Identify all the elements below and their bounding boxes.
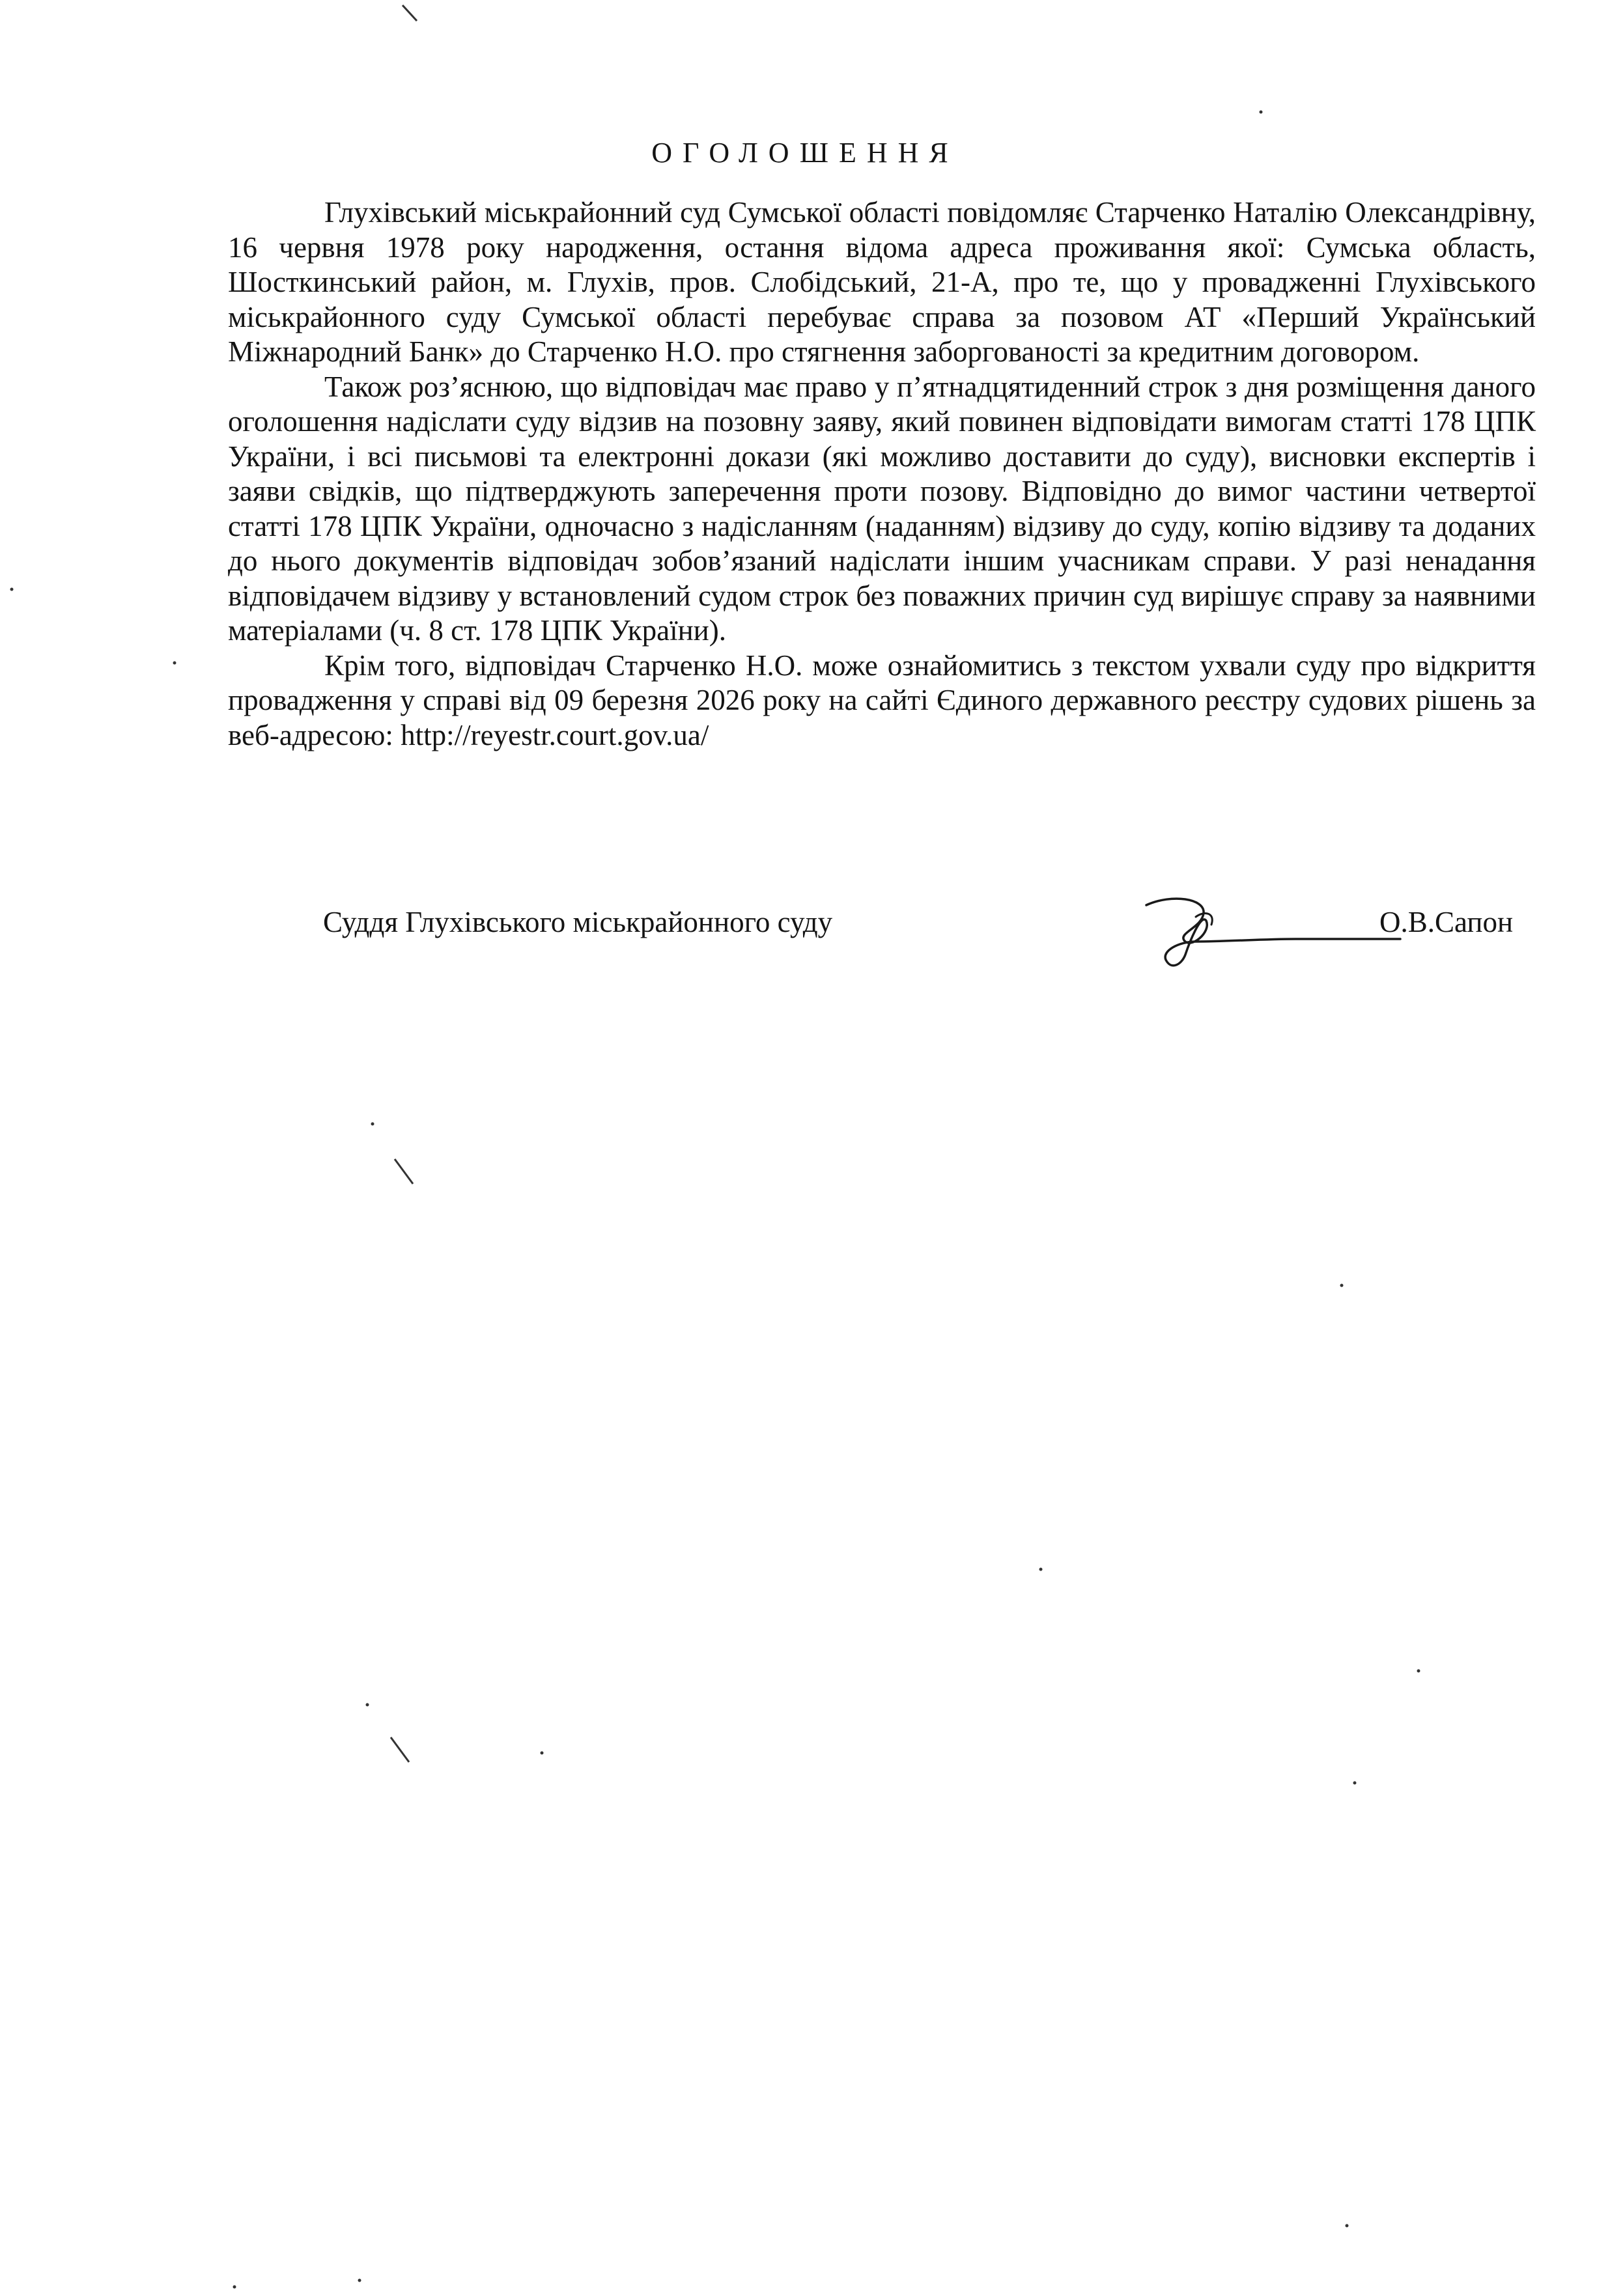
handwritten-signature [1133,887,1407,978]
signer-position: Суддя Глухівського міськрайонного суду [323,906,833,938]
paragraph-registry-link: Крім того, відповідач Старченко Н.О. може ознайомитись з текстом ухвали суду про відкриття провадження у справі від 09 березня 2026 року на сайті Єдиного державного реєстру судових рішень за веб-адресою: http://reyestr.court.gov.ua/ [228,649,1536,751]
document-title: ОГОЛОШЕННЯ [651,137,959,169]
paragraph-notice: Глухівський міськрайонний суд Сумської області повідомляє Старченко Наталію Олександрівну, 16 червня 1978 року народження, остання відома адреса проживання якої: Сумська область, Шосткинський район, м. Глухів, пров. Слобідський, 21-А, про те, що у провадженні Глухівського міськрайонного суду Сумської області перебуває справа за позовом АТ «Перший Український Міжнародний Банк» до Старченко Н.О. про стягнення заборгованості за кредитним договором. [228,196,1536,368]
paragraph-rights-explanation: Також роз’яснюю, що відповідач має право у п’ятнадцятиденний строк з дня розміщення даного оголошення надіслати суду відзив на позовну заяву, який повинен відповідати вимогам статті 178 ЦПК України, і всі письмові та електронні докази (які можливо доставити до суду), висновки експертів і заяви свідків, що підтверджують заперечення проти позову. Відповідно до вимог частини четвертої статті 178 ЦПК України, одночасно з надісланням (наданням) відзиву до суду, копію відзиву та доданих до нього документів відповідач зобов’язаний надіслати іншим учасникам справи. У разі ненадання відповідачем відзиву у встановлений судом строк без поважних причин суд вирішує справу за наявними матеріалами (ч. 8 ст. 178 ЦПК України). [228,370,1536,647]
document-body [228,195,1536,753]
signer-name: О.В.Сапон [1379,906,1514,938]
